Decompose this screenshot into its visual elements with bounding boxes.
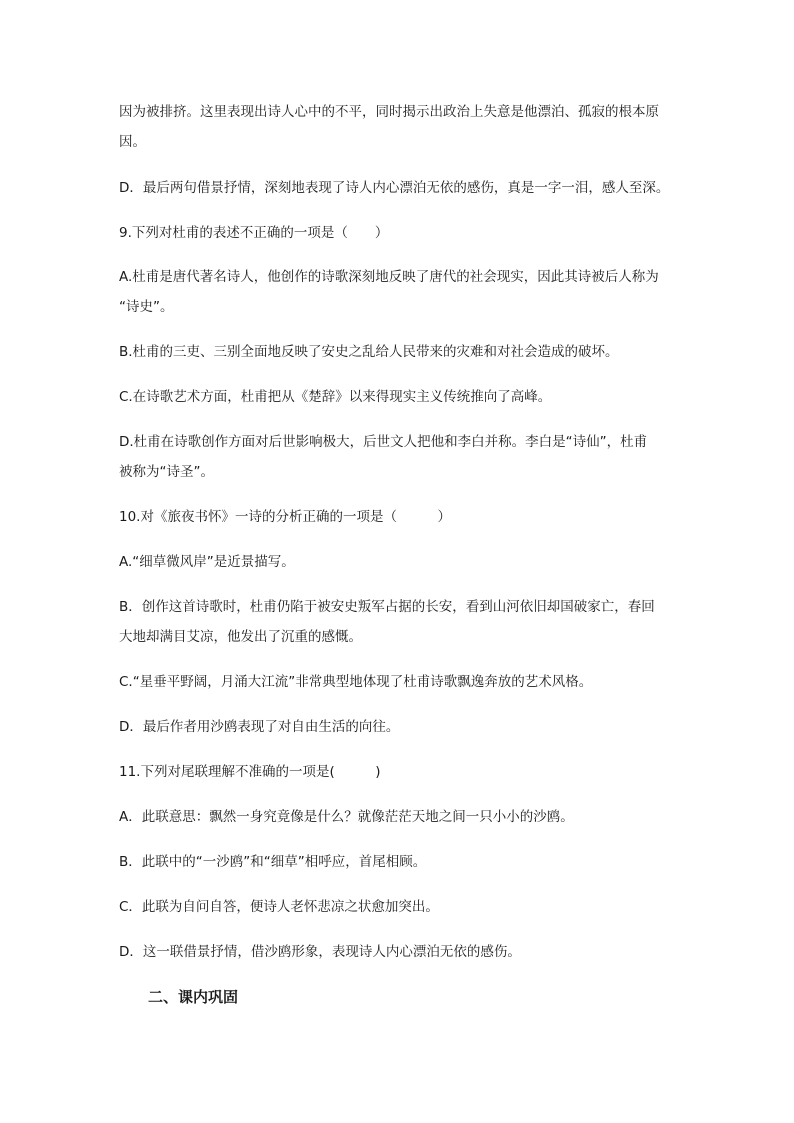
question-9-option-d-cont: 被称为“诗圣”。 bbox=[119, 464, 214, 480]
question-10-option-b: B．创作这首诗歌时，杜甫仍陷于被安史叛军占据的长安，看到山河依旧却国破家亡，春回 bbox=[119, 599, 655, 615]
question-11-option-d: D．这一联借景抒情，借沙鸥形象，表现诗人内心漂泊无依的感伤。 bbox=[119, 944, 521, 960]
question-9-option-a: A.杜甫是唐代著名诗人，他创作的诗歌深刻地反映了唐代的社会现实，因此其诗被后人称为 bbox=[119, 269, 659, 285]
section-heading: 二、课内巩固 bbox=[148, 988, 239, 1006]
question-9-option-d: D.杜甫在诗歌创作方面对后世影响极大，后世文人把他和李白并称。李白是“诗仙”，杜甫 bbox=[119, 434, 648, 450]
paragraph-line: 因为被排挤。这里表现出诗人心中的不平，同时揭示出政治上失意是他漂泊、孤寂的根本原 bbox=[119, 104, 659, 120]
paragraph-line: 因。 bbox=[119, 134, 146, 150]
question-9-option-a-cont: “诗史”。 bbox=[119, 299, 174, 315]
question-9-option-c: C.在诗歌艺术方面，杜甫把从《楚辞》以来得现实主义传统推向了高峰。 bbox=[119, 389, 552, 405]
question-11-option-c: C．此联为自问自答，便诗人老怀悲凉之状愈加突出。 bbox=[119, 899, 439, 915]
option-d-text: D．最后两句借景抒情，深刻地表现了诗人内心漂泊无依的感伤，真是一字一泪，感人至深。 bbox=[119, 180, 670, 196]
question-10-stem: 10.对《旅夜书怀》一诗的分析正确的一项是（ ） bbox=[119, 509, 451, 525]
question-10-option-b-cont: 大地却满目艾凉，他发出了沉重的感慨。 bbox=[119, 629, 362, 645]
question-10-option-a: A.“细草微风岸”是近景描写。 bbox=[119, 554, 295, 570]
question-10-option-d: D．最后作者用沙鸥表现了对自由生活的向往。 bbox=[119, 719, 400, 735]
question-11-stem: 11.下列对尾联理解不准确的一项是( ) bbox=[119, 764, 381, 780]
question-11-option-a: A．此联意思：飘然一身究竟像是什么？就像茫茫天地之间一只小小的沙鸥。 bbox=[119, 809, 574, 825]
question-9-option-b: B.杜甫的三吏、三别全面地反映了安史之乱给人民带来的灾难和对社会造成的破坏。 bbox=[119, 344, 619, 360]
question-11-option-b: B．此联中的“一沙鸥”和“细草”相呼应，首尾相顾。 bbox=[119, 854, 427, 870]
question-10-option-c: C.“星垂平野阔，月涌大江流”非常典型地体现了杜甫诗歌飘逸奔放的艺术风格。 bbox=[119, 674, 593, 690]
question-9-stem: 9.下列对杜甫的表述不正确的一项是（ ） bbox=[119, 225, 389, 241]
